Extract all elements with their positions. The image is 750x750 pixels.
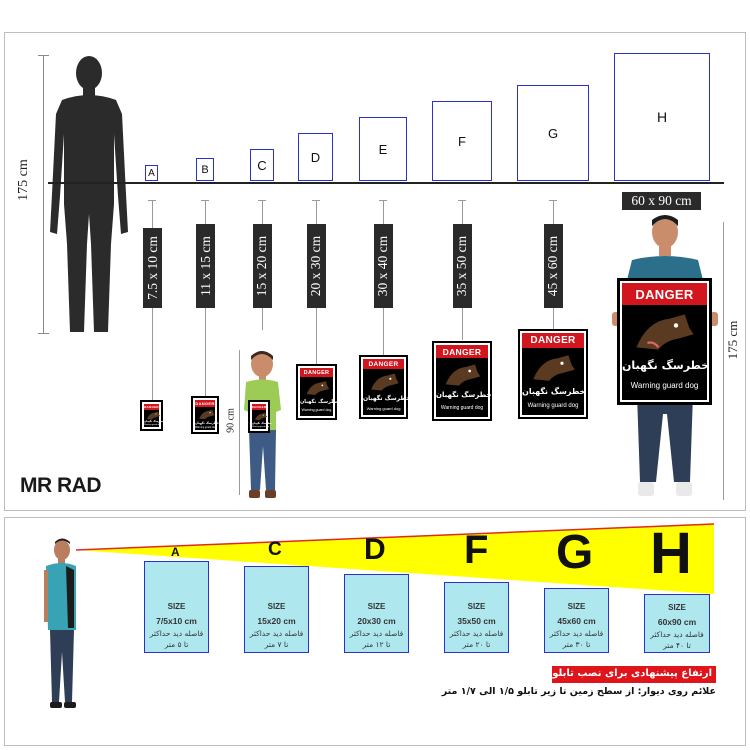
danger-sign-e: DANGER خطرسگ نگهبان Warning guard dog: [359, 355, 408, 419]
size-box-c: C: [250, 149, 274, 181]
dog-head-icon: [443, 362, 483, 388]
dim-tick-f: [458, 200, 466, 201]
size-box-b: B: [196, 158, 214, 181]
dim-tick-b: [201, 200, 209, 201]
dim-tick-e: [379, 200, 387, 201]
danger-sign-h: DANGER خطرسگ نگهبان Warning guard dog: [617, 278, 712, 405]
dim-tick-c: [258, 200, 266, 201]
size-box-e: E: [359, 117, 407, 181]
dim-label-b: 11 x 15 cm: [196, 224, 215, 308]
dog-head-icon: [305, 380, 331, 396]
dim-label-c: 15 x 20 cm: [253, 224, 272, 308]
dog-head-icon: [530, 353, 578, 383]
size-box-g: G: [517, 85, 589, 181]
size-box-d: D: [298, 133, 333, 181]
danger-sign-f: DANGER خطرسگ نگهبان Warning guard dog: [432, 341, 492, 421]
man-height-line: [723, 222, 724, 500]
size-card-h: SIZE 60x90 cm فاصله دید حداکثر تا ۴۰ متر: [644, 594, 710, 653]
dim-tick-a: [148, 200, 156, 201]
size-baseline: [48, 182, 724, 184]
brand-logo: MR RAD: [20, 474, 101, 497]
dog-head-icon: [146, 411, 161, 420]
install-title: ارتفاع پیشنهادی برای نصب تابلوها:: [552, 666, 716, 683]
size-box-h: H: [614, 53, 710, 181]
size-card-c: SIZE 15x20 cm فاصله دید حداکثر تا ۷ متر: [244, 566, 309, 653]
viewer-figure: [40, 540, 80, 712]
dim-tick-g: [549, 200, 557, 201]
danger-sign-g: DANGER خطرسگ نگهبان Warning guard dog: [518, 329, 588, 419]
bottom-letter-c: C: [268, 539, 282, 560]
size-card-g: SIZE 45x60 cm فاصله دید حداکثر تا ۳۰ متر: [544, 588, 609, 653]
dim-label-a: 7.5 x 10 cm: [143, 228, 162, 308]
bottom-letter-a: A: [171, 545, 180, 559]
bottom-letter-h: H: [650, 521, 692, 586]
dim-label-d: 20 x 30 cm: [307, 224, 326, 308]
danger-sign-d: DANGER خطرسگ نگهبان Warning guard dog: [296, 364, 337, 420]
dim-label-e: 30 x 40 cm: [374, 224, 393, 308]
human-silhouette: [48, 54, 130, 336]
height-dimension-line: [43, 55, 44, 334]
bottom-letter-g: G: [556, 526, 594, 579]
size-card-a: SIZE 7/5x10 cm فاصله دید حداکثر تا ۵ متر: [144, 561, 209, 653]
install-text: علائم روی دیوار: از سطح زمین تا زیر تابلو ۱/۵ الی ۱/۷ متر: [441, 686, 716, 697]
dim-label-g: 45 x 60 cm: [544, 224, 563, 308]
dim-label-f: 35 x 50 cm: [453, 224, 472, 308]
dog-head-icon: [198, 409, 216, 420]
size-card-d: SIZE 20x30 cm فاصله دید حداکثر تا ۱۲ متر: [344, 574, 409, 653]
bottom-letter-f: F: [464, 528, 489, 572]
dog-head-icon: [632, 311, 698, 353]
bottom-letter-d: D: [364, 533, 386, 566]
danger-sign-b: DANGER خطرسگ نگهبان Warning guard dog: [191, 396, 219, 434]
size-box-f: F: [432, 101, 492, 181]
dim-label-h: 60 x 90 cm: [622, 192, 701, 210]
size-box-a: A: [145, 165, 158, 181]
size-card-f: SIZE 35x50 cm فاصله دید حداکثر تا ۲۰ متر: [444, 582, 509, 653]
dog-head-icon: [369, 372, 401, 392]
danger-sign-a: DANGER خطرسگ نگهبان Warning guard dog: [140, 400, 163, 431]
dog-head-icon: [254, 412, 268, 421]
danger-sign-c: DANGER خطرسگ نگهبان Warning guard dog: [248, 400, 270, 433]
dim-tick-d: [312, 200, 320, 201]
